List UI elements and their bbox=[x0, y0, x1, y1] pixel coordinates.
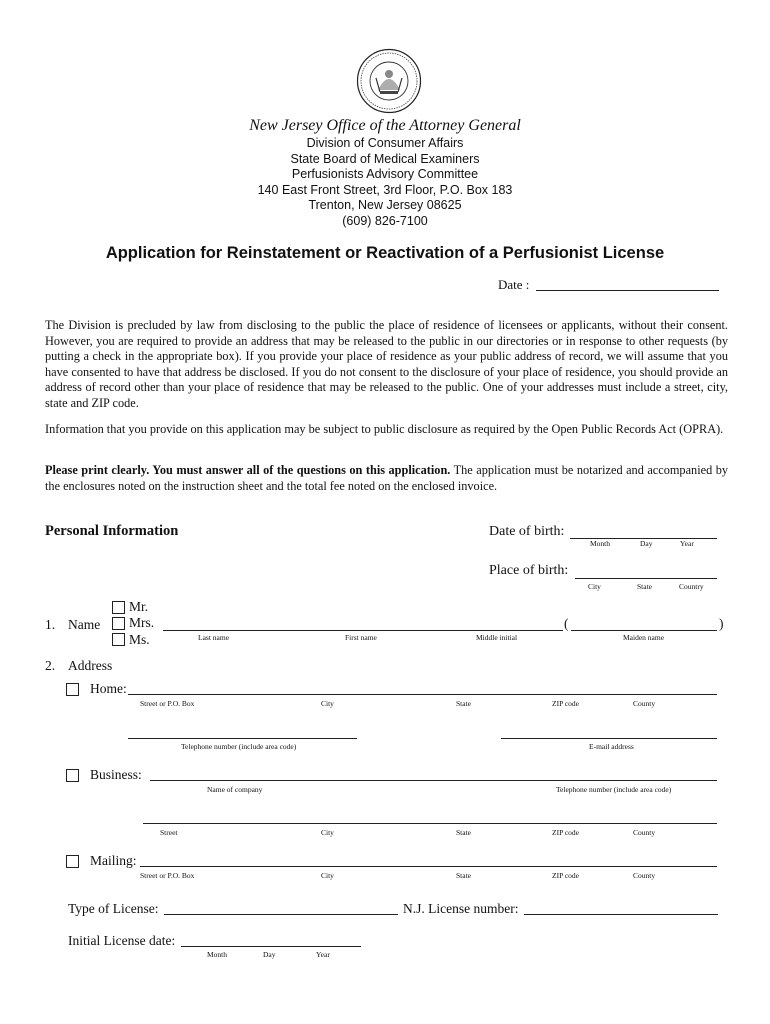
mailing-street-label: Street or P.O. Box bbox=[140, 871, 195, 880]
business-zip-label: ZIP code bbox=[552, 828, 580, 837]
business-label: Business: bbox=[90, 767, 142, 782]
home-address-field[interactable] bbox=[128, 694, 717, 695]
name-field[interactable] bbox=[163, 630, 563, 631]
initial-year-label: Year bbox=[316, 950, 330, 959]
home-checkbox[interactable] bbox=[66, 683, 79, 696]
initial-month-label: Month bbox=[207, 950, 228, 959]
header-line-division: Division of Consumer Affairs bbox=[306, 136, 464, 150]
business-checkbox[interactable] bbox=[66, 769, 79, 782]
mailing-zip-label: ZIP code bbox=[552, 871, 580, 880]
instructions-bold: Please print clearly. You must answer all of the questions on this application. bbox=[45, 463, 451, 477]
telephone-label: Telephone number (include area code) bbox=[181, 742, 297, 751]
address-number: 2. bbox=[45, 658, 56, 673]
header-line-board: State Board of Medical Examiners bbox=[290, 151, 480, 166]
office-name: New Jersey Office of the Attorney General bbox=[249, 117, 521, 134]
home-state-label: State bbox=[456, 699, 471, 708]
pob-city-label: City bbox=[588, 582, 601, 591]
business-street-label: Street bbox=[160, 828, 178, 837]
pob-state-label: State bbox=[637, 582, 652, 591]
mailing-address-field[interactable] bbox=[140, 866, 717, 867]
first-name-label: First name bbox=[345, 633, 377, 642]
home-label: Home: bbox=[90, 681, 127, 696]
initial-license-date-field[interactable] bbox=[181, 946, 361, 947]
initial-day-label: Day bbox=[263, 950, 276, 959]
last-name-label: Last name bbox=[198, 633, 230, 642]
dob-label: Date of birth: bbox=[489, 524, 565, 539]
mailing-city-label: City bbox=[321, 871, 334, 880]
mr-label: Mr. bbox=[129, 599, 149, 614]
name-label: Name bbox=[68, 617, 101, 632]
pob-label: Place of birth: bbox=[489, 563, 569, 578]
ms-checkbox[interactable] bbox=[112, 633, 125, 646]
state-seal-icon bbox=[356, 48, 422, 114]
pob-country-label: Country bbox=[679, 582, 704, 591]
license-number-field[interactable] bbox=[524, 914, 718, 915]
maiden-name-field[interactable] bbox=[571, 630, 717, 631]
business-telephone-label: Telephone number (include area code) bbox=[556, 785, 672, 794]
personal-info-heading: Personal Information bbox=[45, 523, 179, 539]
mrs-label: Mrs. bbox=[129, 615, 155, 630]
dob-month-label: Month bbox=[590, 539, 611, 548]
maiden-close-paren: ) bbox=[719, 616, 724, 631]
home-city-label: City bbox=[321, 699, 334, 708]
instructions-rest: The application must be notarized and accompanied by the enclosures noted on the instruction sheet and the total fee noted on the enclosed invoice. bbox=[45, 463, 728, 493]
telephone-field[interactable] bbox=[128, 738, 357, 739]
license-type-field[interactable] bbox=[164, 914, 398, 915]
middle-initial-label: Middle initial bbox=[476, 633, 518, 642]
header-line-street: 140 East Front Street, 3rd Floor, P.O. Box 183 bbox=[257, 182, 513, 197]
ms-label: Ms. bbox=[129, 632, 150, 647]
pob-field[interactable] bbox=[575, 578, 717, 579]
opra-paragraph: Information that you provide on this application may be subject to public disclosure as required by the Open Public Records Act (OPRA). bbox=[45, 422, 724, 436]
home-street-label: Street or P.O. Box bbox=[140, 699, 195, 708]
business-state-label: State bbox=[456, 828, 471, 837]
mrs-checkbox[interactable] bbox=[112, 617, 125, 630]
email-label: E-mail address bbox=[589, 742, 634, 751]
privacy-paragraph: The Division is precluded by law from disclosing to the public the place of residence of licensees or applicants, without their consent. However, you are required to provide an address that may be released to the public in our directories or in response to other requests (by putting a check in the appropriate box). If you provide your place of residence as your public address of record, we will assume that you have consented to have that address be disclosed. If you do not consent to the disclosure of your place of residence, you should provide an address of record other than your place of residence that may be released to the public. One of your addresses must include a street, city, state and ZIP code. bbox=[45, 318, 728, 410]
license-number-label: N.J. License number: bbox=[403, 901, 519, 916]
mr-checkbox[interactable] bbox=[112, 601, 125, 614]
page-title: Application for Reinstatement or Reactivation of a Perfusionist License bbox=[105, 244, 665, 262]
initial-license-date-label: Initial License date: bbox=[68, 933, 176, 948]
address-label: Address bbox=[68, 658, 113, 673]
date-field[interactable] bbox=[536, 290, 719, 291]
instructions-paragraph bbox=[45, 463, 728, 494]
dob-day-label: Day bbox=[640, 539, 653, 548]
mailing-label: Mailing: bbox=[90, 853, 137, 868]
mailing-county-label: County bbox=[633, 871, 656, 880]
home-county-label: County bbox=[633, 699, 656, 708]
date-label: Date : bbox=[498, 277, 530, 292]
dob-year-label: Year bbox=[680, 539, 694, 548]
header-line-committee: Perfusionists Advisory Committee bbox=[291, 167, 479, 181]
header-line-phone: (609) 826-7100 bbox=[342, 213, 428, 228]
mailing-state-label: State bbox=[456, 871, 471, 880]
maiden-open-paren: ( bbox=[564, 616, 569, 631]
maiden-name-label: Maiden name bbox=[623, 633, 665, 642]
email-field[interactable] bbox=[501, 738, 717, 739]
mailing-checkbox[interactable] bbox=[66, 855, 79, 868]
business-county-label: County bbox=[633, 828, 656, 837]
header-line-city: Trenton, New Jersey 08625 bbox=[308, 198, 462, 212]
business-street-field[interactable] bbox=[143, 823, 717, 824]
license-type-label: Type of License: bbox=[68, 901, 159, 916]
home-zip-label: ZIP code bbox=[552, 699, 580, 708]
business-name-field[interactable] bbox=[150, 780, 717, 781]
name-number: 1. bbox=[45, 617, 56, 632]
company-name-label: Name of company bbox=[207, 785, 263, 794]
business-city-label: City bbox=[321, 828, 334, 837]
